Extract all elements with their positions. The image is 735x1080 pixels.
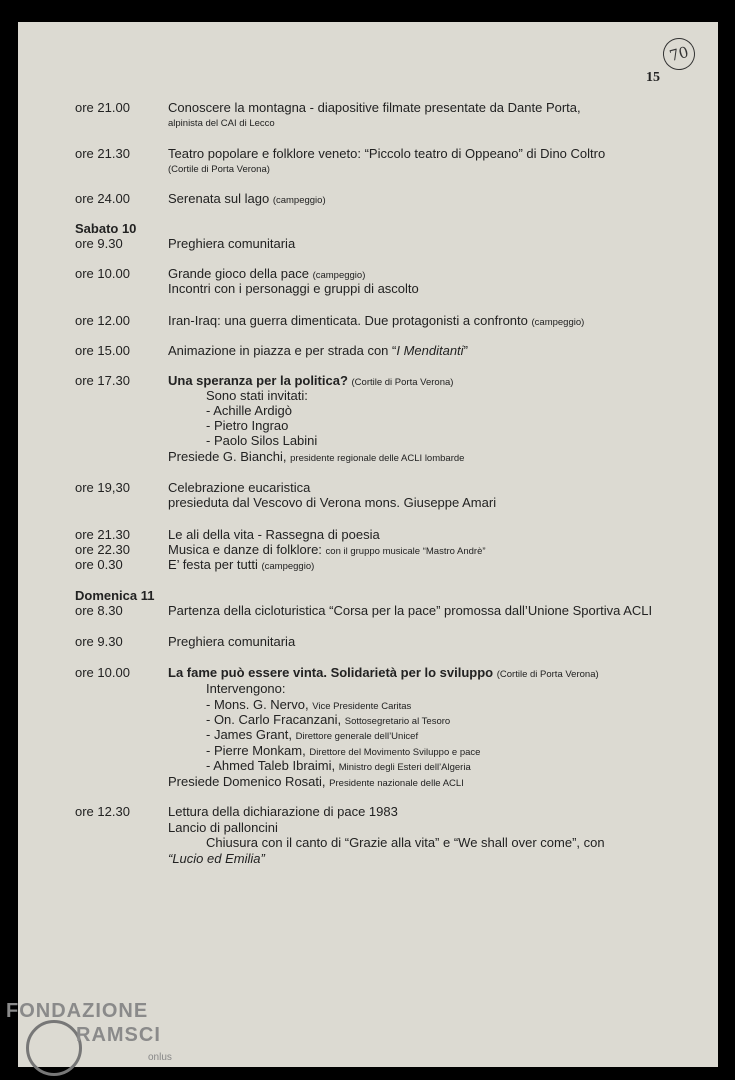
event-time: ore 15.00 bbox=[75, 343, 130, 358]
event-time: ore 24.00 bbox=[75, 191, 130, 206]
event-line: presieduta dal Vescovo di Verona mons. Giuseppe Amari bbox=[168, 495, 497, 510]
event-note: (Cortile di Porta Verona) bbox=[168, 164, 270, 175]
invited-label: Sono stati invitati: bbox=[206, 388, 308, 403]
intervengono-label: Intervengono: bbox=[206, 681, 286, 696]
speaker-name: - On. Carlo Fracanzani, bbox=[206, 712, 342, 727]
day-heading: Sabato 10 bbox=[75, 221, 137, 236]
event-time: ore 12.30 bbox=[75, 804, 130, 819]
event-text-end: ” bbox=[463, 343, 468, 358]
event-title: Preghiera comunitaria bbox=[168, 236, 296, 251]
event-time: ore 22.30 bbox=[75, 542, 130, 557]
speaker-role: Direttore del Movimento Sviluppo e pace bbox=[309, 747, 481, 758]
event-title bbox=[168, 191, 326, 209]
presiede-line bbox=[168, 449, 464, 467]
watermark-text-2: RAMSCI bbox=[76, 1024, 161, 1046]
event-time: ore 8.30 bbox=[75, 603, 123, 618]
event-line: “Lucio ed Emilia” bbox=[168, 851, 265, 866]
event-italic: I Menditanti bbox=[396, 343, 464, 358]
event-note: (campeggio) bbox=[261, 561, 315, 572]
presiede-line bbox=[168, 774, 464, 792]
event-time: ore 10.00 bbox=[75, 266, 130, 281]
watermark-text: FONDAZIONE bbox=[6, 1000, 149, 1022]
event-title bbox=[168, 313, 584, 331]
speaker-name: - James Grant, bbox=[206, 727, 292, 742]
event-time: ore 21.30 bbox=[75, 146, 130, 161]
event-title: Celebrazione eucaristica bbox=[168, 480, 311, 495]
event-title: Lettura della dichiarazione di pace 1983 bbox=[168, 804, 398, 819]
page-number: 15 bbox=[646, 70, 660, 85]
event-time: ore 10.00 bbox=[75, 665, 130, 680]
speaker-name: - Ahmed Taleb Ibraimi, bbox=[206, 758, 336, 773]
speaker-name: - Mons. G. Nervo, bbox=[206, 697, 309, 712]
presiede-text: Presiede G. Bianchi, bbox=[168, 449, 287, 464]
event-title: Conoscere la montagna - diapositive filmate presentate da Dante Porta, bbox=[168, 100, 581, 115]
event-line: Incontri con i personaggi e gruppi di ascolto bbox=[168, 281, 419, 296]
event-note: con il gruppo musicale “Mastro Andrè” bbox=[325, 546, 486, 557]
event-text: Una speranza per la politica? bbox=[168, 373, 348, 388]
event-time: ore 9.30 bbox=[75, 634, 123, 649]
event-title bbox=[168, 557, 314, 575]
event-line: Chiusura con il canto di “Grazie alla vita” e “We shall over come”, con bbox=[206, 835, 605, 850]
event-title: Preghiera comunitaria bbox=[168, 634, 296, 649]
event-text: La fame può essere vinta. Solidarietà per lo sviluppo bbox=[168, 665, 494, 680]
event-note: (Cortile di Porta Verona) bbox=[496, 669, 599, 680]
speaker-name: - Pierre Monkam, bbox=[206, 743, 306, 758]
event-time: ore 12.00 bbox=[75, 313, 130, 328]
event-text: Grande gioco della pace bbox=[168, 266, 309, 281]
event-time: ore 19,30 bbox=[75, 480, 130, 495]
event-title: Le ali della vita - Rassegna di poesia bbox=[168, 527, 380, 542]
event-time: ore 17.30 bbox=[75, 373, 130, 388]
invited-name: - Paolo Silos Labini bbox=[206, 433, 318, 448]
event-note: (campeggio) bbox=[272, 195, 326, 206]
event-line: Lancio di palloncini bbox=[168, 820, 278, 835]
speaker bbox=[206, 758, 471, 776]
event-time: ore 0.30 bbox=[75, 557, 123, 572]
event-text: Musica e danze di folklore: bbox=[168, 542, 322, 557]
event-time: ore 21.00 bbox=[75, 100, 130, 115]
speaker-role: Sottosegretario al Tesoro bbox=[344, 716, 451, 727]
presiede-note: Presidente nazionale delle ACLI bbox=[329, 778, 464, 789]
event-title: Partenza della cicloturistica “Corsa per la pace” promossa dall’Unione Sportiva ACLI bbox=[168, 603, 653, 618]
speaker-role: Ministro degli Esteri dell’Algeria bbox=[338, 762, 471, 773]
event-text: Serenata sul lago bbox=[168, 191, 270, 206]
event-text: Animazione in piazza e per strada con “ bbox=[168, 343, 397, 358]
event-title: Teatro popolare e folklore veneto: “Piccolo teatro di Oppeano” di Dino Coltro bbox=[168, 146, 606, 161]
speaker-role: Vice Presidente Caritas bbox=[312, 701, 412, 712]
event-note: (campeggio) bbox=[531, 317, 585, 328]
event-time: ore 21.30 bbox=[75, 527, 130, 542]
watermark-text-3: onlus bbox=[148, 1052, 172, 1063]
invited-name: - Achille Ardigò bbox=[206, 403, 292, 418]
speaker-role: Direttore generale dell’Unicef bbox=[295, 731, 419, 742]
invited-name: - Pietro Ingrao bbox=[206, 418, 289, 433]
event-time: ore 9.30 bbox=[75, 236, 123, 251]
event-title bbox=[168, 665, 599, 683]
presiede-text: Presiede Domenico Rosati, bbox=[168, 774, 326, 789]
speaker bbox=[206, 727, 418, 745]
event-note: (Cortile di Porta Verona) bbox=[351, 377, 454, 388]
presiede-note: presidente regionale delle ACLI lombarde bbox=[290, 453, 465, 464]
watermark-logo-icon bbox=[26, 1020, 82, 1076]
day-heading: Domenica 11 bbox=[75, 588, 155, 603]
event-text: E’ festa per tutti bbox=[168, 557, 258, 572]
handwritten-page-number: 70 bbox=[659, 34, 698, 73]
event-note: alpinista del CAI di Lecco bbox=[168, 118, 275, 129]
event-text: Iran-Iraq: una guerra dimenticata. Due protagonisti a confronto bbox=[168, 313, 528, 328]
event-title bbox=[168, 343, 468, 359]
event-note: (campeggio) bbox=[312, 270, 366, 281]
